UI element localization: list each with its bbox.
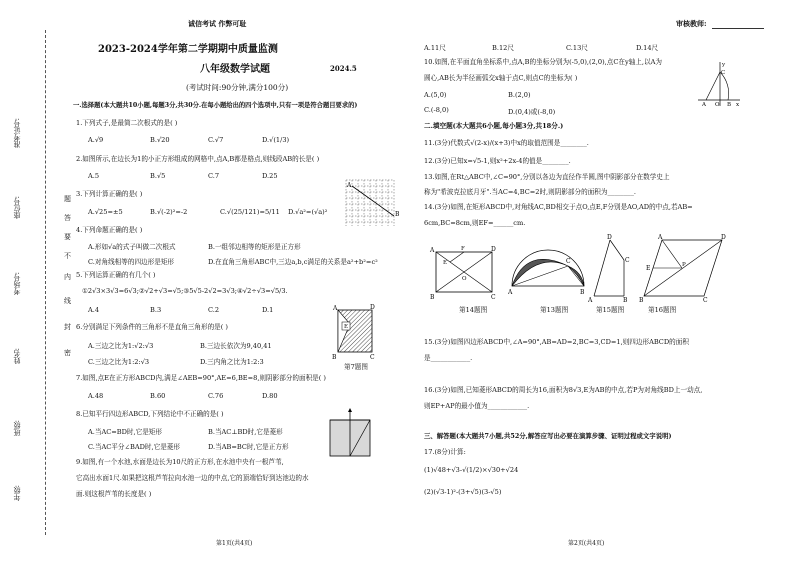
name-field[interactable]: 姓名: bbox=[13, 348, 21, 365]
point-label: C bbox=[370, 354, 375, 361]
point-label: B bbox=[430, 294, 435, 300]
q10-stem-cont: 圆心,AB长为半径画弧交x轴于点C,则点C的坐标为( ) bbox=[424, 74, 578, 82]
seal-char: 内 bbox=[64, 273, 71, 281]
q4-stem: 4.下列命题正确的是( ) bbox=[76, 226, 143, 234]
q13-stem: 13.如图,在Rt△ABC中,∠C=90°,分别以各边为直径作半圆,图中阴影部分在数学史上 bbox=[424, 173, 670, 181]
q4-option-b[interactable]: B.一组邻边相等的矩形是正方形 bbox=[208, 243, 301, 251]
q13-figure-caption: 第13题图 bbox=[540, 306, 569, 314]
q1-option-a[interactable]: A.√9 bbox=[88, 136, 104, 144]
q7-stem: 7.如图,点E在正方形ABCD内,满足∠AEB=90°,AE=6,BE=8,则阴影部分的面积是( ) bbox=[76, 374, 326, 382]
point-label: D bbox=[491, 246, 496, 253]
q16-figure-caption: 第16题图 bbox=[648, 306, 677, 314]
q7-option-b[interactable]: B.60 bbox=[150, 392, 166, 400]
point-label: D bbox=[721, 234, 726, 241]
q8-option-a[interactable]: A.当AC=BD时,它是矩形 bbox=[88, 428, 162, 436]
point-label: D bbox=[370, 304, 375, 311]
point-label: A bbox=[658, 234, 663, 241]
point-label: C bbox=[625, 257, 630, 264]
q10-option-d[interactable]: D.(0,4)或(-8,0) bbox=[508, 108, 556, 116]
q17-stem: 17.(8分)计算: bbox=[424, 448, 466, 456]
seal-char: 密 bbox=[64, 349, 71, 357]
point-label: A bbox=[347, 182, 352, 189]
point-label: B bbox=[332, 354, 337, 361]
q14-rectangle-figure bbox=[428, 244, 496, 300]
q6-option-c[interactable]: C.三边之比为1:2:√3 bbox=[88, 358, 150, 366]
q3-stem: 3.下列计算正确的是( ) bbox=[76, 190, 143, 198]
q6-stem: 6.分别满足下列条件的三角形不是直角三角形的是( ) bbox=[76, 323, 228, 331]
q14-stem: 14.(3分)如图,在矩形ABCD中,对角线AC,BD相交于点O,点E,F分别是AO,AD的中点,若AB= bbox=[424, 203, 693, 211]
q5-option-d[interactable]: D.1 bbox=[262, 306, 274, 314]
seal-line bbox=[45, 30, 46, 535]
q3-option-c[interactable]: C.√(25/121)=5/11 bbox=[220, 208, 280, 216]
seal-char: 要 bbox=[64, 233, 71, 241]
exam-info: (考试时间:90分钟,满分100分) bbox=[186, 83, 289, 92]
section1-heading: 一.选择题(本大题共10小题,每题3分,共30分.在每小题给出的四个选项中,只有一项是符合题目要求的) bbox=[73, 102, 358, 109]
q16-stem-cont: 则EP+AP的最小值为____________. bbox=[424, 402, 530, 410]
q10-option-c[interactable]: C.(-8,0) bbox=[424, 106, 449, 114]
q3-option-b[interactable]: B.√(-2)²=-2 bbox=[150, 208, 188, 216]
point-label: C bbox=[703, 297, 708, 304]
section2-heading: 二.填空题(本大题共6小题,每小题3分,共18分.) bbox=[424, 122, 564, 130]
q5-statements: ①2√3×3√3=6√3;②√2+√3=√5;③5√5-2√2=3√3;④√2÷√3=√5/3. bbox=[82, 287, 288, 295]
q13-lune-figure bbox=[508, 238, 588, 300]
q9-option-b[interactable]: B.12尺 bbox=[492, 44, 514, 52]
q2-stem: 2.如图所示,在边长为1的小正方形组成的网格中,点A,B都是格点,则线段AB的长是( ) bbox=[76, 155, 320, 163]
point-label: O bbox=[462, 276, 467, 282]
q7-option-c[interactable]: C.76 bbox=[208, 392, 224, 400]
q9-pond-figure bbox=[326, 408, 374, 460]
seal-char: 答 bbox=[64, 214, 71, 222]
q9-option-d[interactable]: D.14尺 bbox=[636, 44, 659, 52]
q3-option-d[interactable]: D.√a²=(√a)² bbox=[288, 208, 328, 216]
q2-grid-figure bbox=[340, 178, 402, 228]
q9-stem: 9.如图,有一个水池,水面是边长为10尺的正方形,在水池中央有一根芦苇, bbox=[76, 458, 284, 466]
q6-option-b[interactable]: B.三边长依次为9,40,41 bbox=[200, 342, 272, 350]
q9-stem-cont: 它高出水面1尺.如果把这根芦苇拉向水池一边的中点,它的顶端恰好到达池边的水 bbox=[76, 474, 309, 482]
q17-part1: (1)√48+√3-√(1/2)×√30+√24 bbox=[424, 466, 519, 474]
point-label: F bbox=[461, 246, 465, 252]
exam-room-field[interactable]: 考场号: bbox=[13, 272, 21, 296]
point-label: A bbox=[430, 247, 435, 254]
point-label: E bbox=[443, 260, 448, 266]
point-label: y bbox=[722, 62, 726, 68]
reviewer-underline bbox=[712, 28, 764, 29]
q2-option-c[interactable]: C.7 bbox=[208, 172, 220, 180]
q15-stem-cont: 是____________. bbox=[424, 354, 473, 362]
q4-option-d[interactable]: D.在直角三角形ABC中,三边a,b,c满足的关系是a²+b²=c² bbox=[208, 258, 378, 266]
q2-option-d[interactable]: D.25 bbox=[262, 172, 278, 180]
point-label: D bbox=[607, 234, 612, 241]
point-label: B bbox=[623, 297, 628, 304]
point-label: B bbox=[580, 289, 585, 296]
q8-option-c[interactable]: C.当AC平分∠BAD时,它是菱形 bbox=[88, 443, 180, 451]
q10-coordinate-figure bbox=[696, 58, 742, 108]
q2-option-b[interactable]: B.√5 bbox=[150, 172, 166, 180]
point-label: C bbox=[566, 258, 571, 265]
q1-option-b[interactable]: B.√20 bbox=[150, 136, 170, 144]
q8-option-d[interactable]: D.当AB=BC时,它是正方形 bbox=[208, 443, 289, 451]
point-label: C bbox=[491, 294, 496, 300]
q3-option-a[interactable]: A.√25=±5 bbox=[88, 208, 123, 216]
q9-option-c[interactable]: C.13尺 bbox=[566, 44, 588, 52]
q14-figure-caption: 第14题图 bbox=[459, 306, 488, 314]
q7-option-a[interactable]: A.48 bbox=[88, 392, 104, 400]
exam-subtitle: 八年级数学试题 bbox=[200, 64, 270, 75]
q8-stem: 8.已知平行四边形ABCD,下列结论中不正确的是( ) bbox=[76, 410, 224, 418]
exam-date: 2024.5 bbox=[330, 64, 357, 73]
point-label: B bbox=[727, 102, 732, 108]
q5-option-c[interactable]: C.2 bbox=[208, 306, 220, 314]
point-label: E bbox=[344, 324, 349, 330]
point-label: B bbox=[639, 297, 644, 304]
seal-char: 不 bbox=[64, 252, 71, 260]
q6-option-d[interactable]: D.三内角之比为1:2:3 bbox=[200, 358, 264, 366]
q1-stem: 1.下列式子,是最简二次根式的是( ) bbox=[76, 119, 178, 127]
q7-figure bbox=[330, 302, 376, 364]
page-number-right: 第2页(共4页) bbox=[568, 540, 605, 547]
point-label: A bbox=[702, 102, 706, 108]
grade-field[interactable]: 年级: bbox=[13, 485, 21, 502]
class-field[interactable]: 班级: bbox=[13, 420, 21, 437]
point-label: C bbox=[721, 70, 726, 76]
q1-option-d[interactable]: D.√(1/3) bbox=[262, 136, 290, 144]
q8-option-b[interactable]: B.当AC⊥BD时,它是菱形 bbox=[208, 428, 283, 436]
q9-option-a[interactable]: A.11尺 bbox=[424, 44, 446, 52]
q5-stem: 5.下列运算正确的有几个( ) bbox=[76, 271, 156, 279]
point-label: A bbox=[333, 305, 338, 312]
q4-option-c[interactable]: C.对角线相等的四边形是矩形 bbox=[88, 258, 175, 266]
q15-quadrilateral-figure bbox=[588, 232, 630, 304]
q17-part2: (2)(√3-1)²-(3+√5)(3-√5) bbox=[424, 488, 502, 496]
segment-ab bbox=[352, 186, 394, 216]
q15-figure-caption: 第15题图 bbox=[596, 306, 625, 314]
q5-option-b[interactable]: B.3 bbox=[150, 306, 162, 314]
exam-title: 2023-2024学年第二学期期中质量监测 bbox=[98, 44, 278, 55]
reviewer-label: 审核教师: bbox=[676, 19, 707, 28]
point-label: A bbox=[588, 297, 593, 304]
point-label: x bbox=[736, 102, 740, 108]
point-label: P bbox=[682, 262, 686, 268]
q6-option-a[interactable]: A.三边之比为1:√2:√3 bbox=[88, 342, 154, 350]
q4-option-a[interactable]: A.形如√a的式子叫做二次根式 bbox=[88, 243, 176, 251]
q2-option-a[interactable]: A.5 bbox=[88, 172, 100, 180]
seal-char: 线 bbox=[64, 297, 71, 305]
q12: 12.(3分)已知x=√5-1,则x²+2x-4的值是________. bbox=[424, 157, 571, 165]
point-label: E bbox=[646, 265, 651, 272]
integrity-banner: 诚信考试 作弊可耻 bbox=[188, 19, 247, 28]
q16-stem: 16.(3分)如图,已知菱形ABCD的周长为16,面积为8√3,E为AB的中点,若P为对角线BD上一动点, bbox=[424, 386, 703, 394]
q10-option-a[interactable]: A.(5,0) bbox=[424, 91, 447, 99]
exam-id-field[interactable]: 准考证号: bbox=[13, 118, 21, 149]
q9-stem-cont: 面.则这根芦苇的长度是( ) bbox=[76, 490, 152, 498]
seat-number-field[interactable]: 座位号: bbox=[13, 196, 21, 220]
q15-stem: 15.(3分)如图四边形ABCD中,∠A=90°,AB=AD=2,BC=3,CD=1,则四边形ABCD的面积 bbox=[424, 338, 689, 346]
q10-option-b[interactable]: B.(2,0) bbox=[508, 91, 531, 99]
seal-char: 封 bbox=[64, 323, 71, 331]
q16-rhombus-figure bbox=[638, 232, 730, 304]
page-number-left: 第1页(共4页) bbox=[216, 540, 253, 547]
point-label: O bbox=[715, 102, 720, 108]
q14-stem-cont: 6cm,BC=8cm,则EF=______cm. bbox=[424, 219, 526, 227]
q7-figure-caption: 第7题图 bbox=[344, 363, 368, 371]
q1-option-c[interactable]: C.√7 bbox=[208, 136, 224, 144]
q11: 11.(3分)代数式√(2-x)/(x+3)中x的取值范围是________. bbox=[424, 139, 589, 147]
q5-option-a[interactable]: A.4 bbox=[88, 306, 100, 314]
q7-option-d[interactable]: D.80 bbox=[262, 392, 278, 400]
point-label: B bbox=[395, 211, 400, 218]
seal-char: 题 bbox=[64, 195, 71, 203]
q13-stem-cont: 称为"希波克拉底月牙".当AC=4,BC=2时,则阴影部分的面积为________. bbox=[424, 188, 636, 196]
q10-stem: 10.如图,在平面直角坐标系中,点A,B的坐标分别为(-5,0),(2,0),点C在y轴上,以A为 bbox=[424, 58, 662, 66]
section3-heading: 三、解答题(本大题共7小题,共52分,解答应写出必要在演算步骤、证明过程或文字说明) bbox=[424, 432, 672, 440]
point-label: A bbox=[508, 289, 513, 296]
